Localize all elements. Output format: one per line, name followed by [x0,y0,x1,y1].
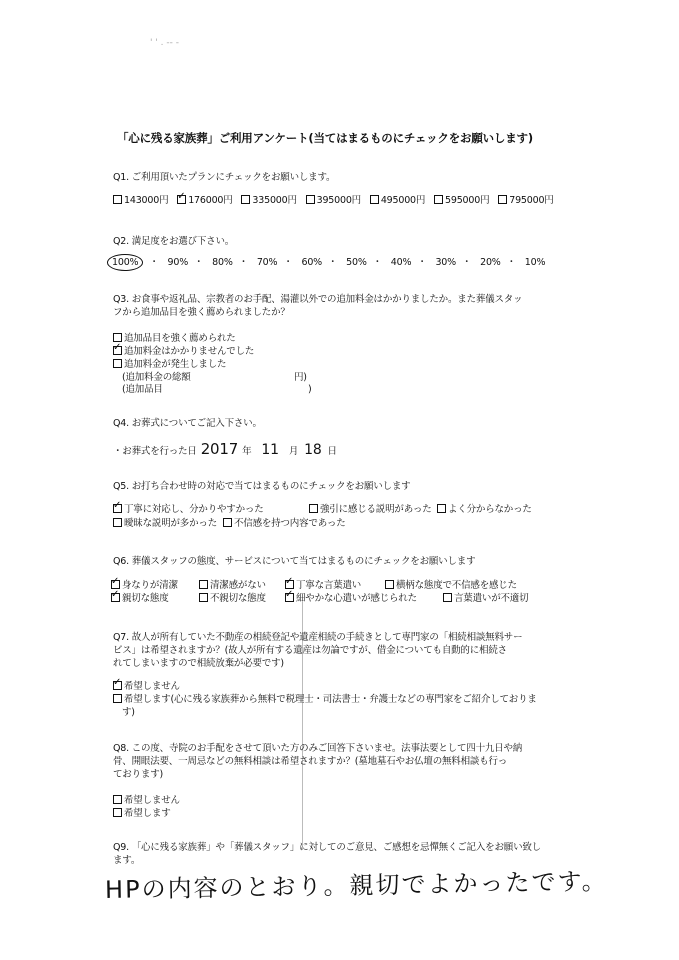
q6-option[interactable]: 横柄な態度で不信感を感じた [385,580,517,592]
q1-option[interactable]: 143000円 [113,195,168,207]
q9-question-line1: Q9. 「心に残る家族葬」や「葬儀スタッフ」に対してのご意見、ご感想を忌憚無くご記入をお願い致し [113,842,541,853]
q4-year-label: 年 [242,446,252,457]
q5-row2 [113,518,352,530]
q5-option[interactable]: 曖昧な説明が多かった [113,518,217,530]
q2-option[interactable]: 60% [301,257,322,268]
q6-option[interactable]: 言葉遣いが不適切 [443,593,528,605]
q6-option[interactable]: 不親切な態度 [199,593,279,605]
q2-options: 100% ・ 90% ・ 80% ・ 70% ・ 60% ・ 50% ・ 40% ・ 30% ・ 20% ・ 10% [107,257,545,269]
q3-question-line2: フから追加品目を強く薦められましたか？ [113,307,290,318]
q6-question: Q6. 葬儀スタッフの態度、サービスについて当てはまるものにチェックをお願いします [113,556,476,567]
q3-option[interactable]: 追加料金が発生しました [113,359,226,371]
q9-question-line2: ます。 [113,855,141,866]
q3-question-line1: Q3. お食事や返礼品、宗教者のお手配、湯灌以外での追加料金はかかりましたか。また葬儀スタッ [113,294,523,305]
q2-option-selected[interactable]: 100% [107,254,143,271]
q3-total-label: (追加料金の総額 [122,372,191,383]
q4-month-hand: 11 [261,442,279,458]
q7-option-cont: す) [122,707,135,718]
q7-option[interactable]: 希望します(心に残る家族葬から無料で税理士・司法書士・弁護士などの専門家をご紹介しておりま [113,694,537,706]
q2-option[interactable]: 20% [480,257,501,268]
q2-question: Q2. 満足度をお選び下さい。 [113,236,235,247]
q1-option-selected[interactable]: ✓ 176000円 [177,195,232,207]
q2-option[interactable]: 80% [212,257,233,268]
q8-option[interactable]: 希望します [113,808,171,820]
q2-option[interactable]: 40% [390,257,412,268]
q5-option[interactable]: 不信感を持つ内容であった [223,518,346,530]
q8-question-line3: ております) [113,769,164,780]
q2-option[interactable]: 50% [346,257,367,268]
q1-question: Q1. ご利用頂いたプランにチェックをお願いします。 [113,172,336,183]
q3-total-unit: 円) [294,372,307,383]
q8-option[interactable]: 希望しません [113,795,180,807]
q1-options [113,195,560,207]
q5-option[interactable]: よく分からなかった [437,504,532,516]
q8-question-line1: Q8. この度、寺院のお手配をさせて頂いた方のみご回答下さいませ。法事法要として四十九日や納 [113,743,523,754]
q2-option[interactable]: 30% [435,257,456,268]
q4-date-prefix: ・お葬式を行った日 [113,446,197,457]
q7-question-line3: れてしまいますので相続放棄が必要です) [113,658,284,669]
q1-option[interactable]: 335000円 [241,195,296,207]
q6-option-checked[interactable]: ✓親切な態度 [111,593,193,605]
q1-option[interactable]: 795000円 [498,195,553,207]
q3-option-checked[interactable]: ✓追加料金はかかりませんでした [113,346,254,358]
q3-option[interactable]: 追加品目を強く薦められた [113,333,236,345]
q4-day-hand: 18 [304,442,322,458]
q6-option[interactable]: 清潔感がない [199,580,279,592]
q3-items-label: (追加品目 [122,384,163,395]
q5-row1 [113,504,538,516]
q6-option-checked[interactable]: ✓ 細やかな心遣いが感じられた [285,593,437,605]
q7-question-line2: ビス」は希望されますか？(故人が所有する遺産は勿論ですが、借金についても自動的に相続さ [113,645,507,656]
scan-mark: ' ' . -- - [150,38,179,48]
q2-option[interactable]: 10% [524,257,546,268]
q4-question: Q4. お葬式についてご記入下さい。 [113,418,262,429]
q1-option[interactable]: 595000円 [434,195,489,207]
q8-question-line2: 骨、開眼法要、一周忌などの無料相談は希望されますか？(墓地墓石やお仏壇の無料相談も行っ [113,756,508,767]
q5-option[interactable]: 強引に感じる説明があった [309,504,431,516]
page-title: 「心に残る家族葬」ご利用アンケート(当てはまるものにチェックをお願いします) [117,131,533,145]
q4-month-label: 月 [288,446,299,457]
q7-question-line1: Q7. 故人が所有していた不動産の相続登記や遺産相続の手続きとして専門家の「相続相談無料サー [113,632,523,643]
q5-question: Q5. お打ち合わせ時の対応で当てはまるものにチェックをお願いします [113,481,411,492]
q6-option-checked[interactable]: ✓ 丁寧な言葉遣い [285,580,379,592]
q2-option[interactable]: 90% [167,257,189,268]
q3-items-end: ) [308,384,312,395]
q1-option[interactable]: 495000円 [370,195,425,207]
q6-option-checked[interactable]: ✓身なりが清潔 [111,580,193,592]
q5-option-checked[interactable]: ✓丁寧に対応し、分かりやすかった [113,504,303,516]
q4-date-row [113,440,337,458]
q1-option[interactable]: 395000円 [306,195,361,207]
q6-row1 [111,580,523,592]
q2-option[interactable]: 70% [256,257,278,268]
q6-row2 [111,593,534,605]
q9-handwritten-answer[interactable]: HPの内容のとおり。親切でよかったです。 [104,867,608,904]
q4-day-label: 日 [327,446,337,457]
q7-option-checked[interactable]: ✓希望しません [113,681,180,693]
q4-year-hand: 2017 [200,440,239,458]
